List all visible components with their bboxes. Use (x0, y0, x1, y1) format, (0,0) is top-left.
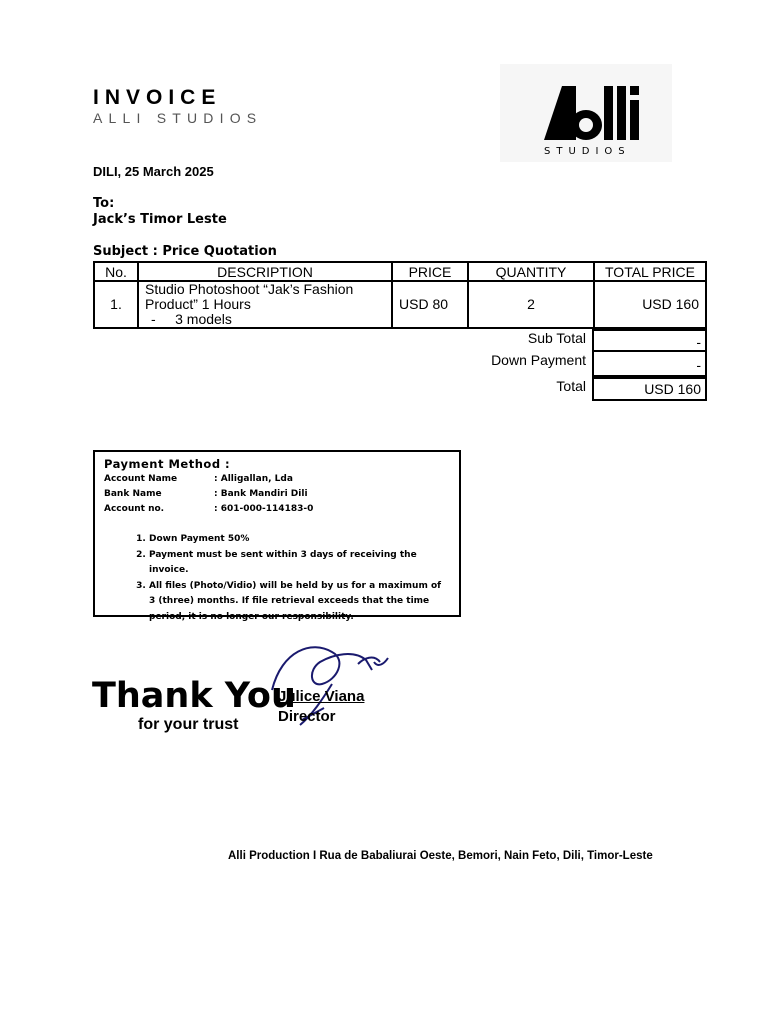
total-label: Total (556, 378, 586, 394)
account-no-label: Account no. (104, 504, 165, 514)
bank-name-value: : Bank Mandiri Dili (214, 489, 308, 499)
account-name-value: : Alligallan, Lda (214, 474, 293, 484)
alli-studios-logo (500, 64, 672, 162)
down-payment-value: - (592, 351, 707, 377)
list-item: 1. Down Payment 50% (149, 532, 449, 548)
logo-graphic (500, 64, 672, 162)
account-name-row (104, 474, 293, 484)
header-total-price: TOTAL PRICE (594, 262, 706, 281)
logo-tagline: STUDIOS (544, 146, 631, 157)
account-no-value: : 601-000-114183-0 (214, 504, 314, 514)
table-row (94, 281, 706, 328)
total-value: USD 160 (592, 377, 707, 401)
header-price: PRICE (392, 262, 468, 281)
header-quantity: QUANTITY (468, 262, 594, 281)
thank-you-heading: Thank You (92, 676, 296, 716)
bank-name-label: Bank Name (104, 489, 162, 499)
items-table (93, 261, 707, 329)
invoice-date: DILI, 25 March 2025 (93, 164, 214, 179)
row-no: 1. (94, 281, 138, 328)
header-description: DESCRIPTION (138, 262, 392, 281)
bank-name-row (104, 489, 308, 499)
row-total: USD 160 (594, 281, 706, 328)
subtotal-value: - (592, 329, 707, 352)
subject-line: Subject : Price Quotation (93, 244, 277, 259)
invoice-subtitle: ALLI STUDIOS (93, 110, 263, 126)
recipient-name: Jack’s Timor Leste (93, 212, 227, 227)
row-price: USD 80 (392, 281, 468, 328)
list-item: 3. All files (Photo/Vidio) will be held by us for a maximum of 3 (three) months. If file retrieval exceeds that the time period, it is no longer our responsibility. (149, 579, 449, 626)
table-header-row (94, 262, 706, 281)
signer-title: Director (278, 708, 336, 725)
header-no: No. (94, 262, 138, 281)
list-item: 2. Payment must be sent within 3 days of receiving the invoice. (149, 548, 449, 579)
to-label: To: (93, 196, 115, 211)
payment-terms-list (125, 532, 449, 625)
account-no-row (104, 504, 313, 514)
row-quantity: 2 (468, 281, 594, 328)
subtotal-label: Sub Total (527, 330, 586, 346)
invoice-title: INVOICE (93, 86, 222, 109)
row-description (138, 281, 392, 328)
signer-name: Julice Viana (278, 688, 365, 705)
row-sub-item: - 3 models (151, 311, 232, 327)
down-payment-label: Down Payment (491, 352, 586, 368)
footer-address: Alli Production I Rua de Babaliurai Oeste, Bemori, Nain Feto, Dili, Timor-Leste (228, 850, 653, 862)
payment-method-title: Payment Method : (104, 457, 231, 471)
account-name-label: Account Name (104, 474, 178, 484)
payment-method-box (93, 450, 461, 622)
row-description-text: Studio Photoshoot “Jak’s Fashion Product” 1 Hours (145, 281, 354, 312)
trust-tagline: for your trust (138, 716, 239, 733)
